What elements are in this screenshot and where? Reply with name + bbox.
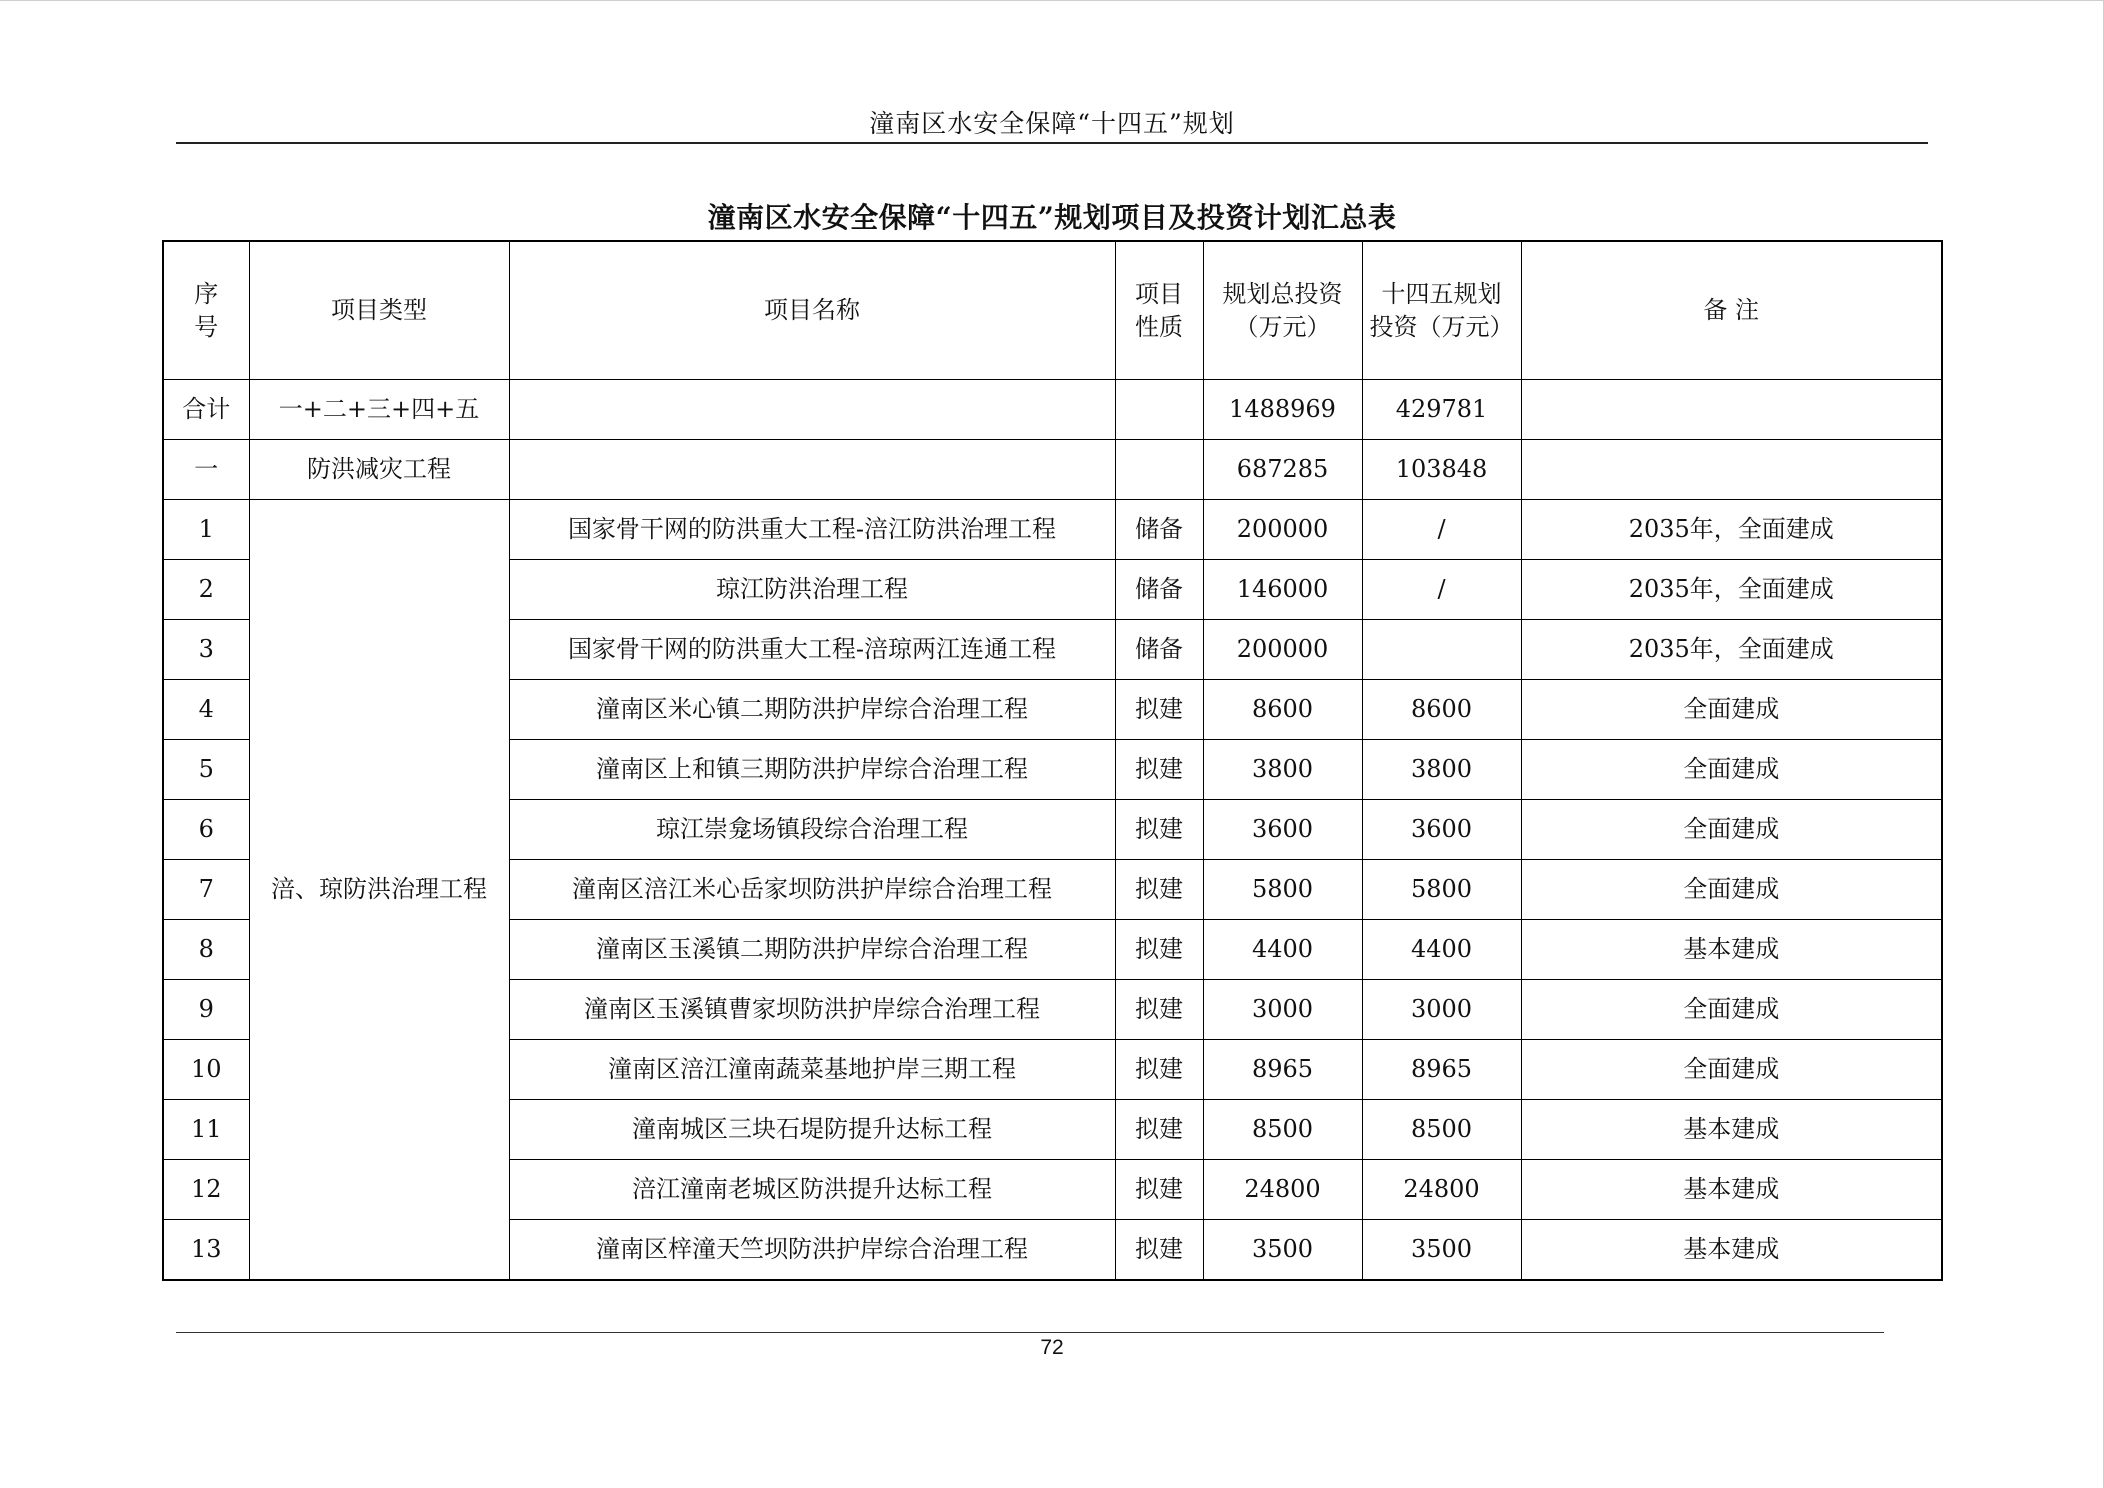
row-seq: 7 [163, 860, 249, 920]
row-project-name: 琼江崇龛场镇段综合治理工程 [509, 800, 1115, 860]
total-row-total-investment: 1488969 [1203, 380, 1362, 440]
column-header-total-line1: 规划总投资 [1222, 280, 1343, 309]
row-remark: 2035年，全面建成 [1521, 560, 1942, 620]
page-frame-top [0, 0, 2104, 1]
row-nature: 拟建 [1115, 740, 1203, 800]
row-project-name: 涪江潼南老城区防洪提升达标工程 [509, 1160, 1115, 1220]
column-header-remark: 备 注 [1521, 241, 1942, 380]
row-project-name: 国家骨干网的防洪重大工程-涪琼两江连通工程 [509, 620, 1115, 680]
column-header-seq-line1: 序 [194, 280, 219, 309]
row-remark: 全面建成 [1521, 740, 1942, 800]
row-remark: 全面建成 [1521, 1040, 1942, 1100]
row-remark: 基本建成 [1521, 1160, 1942, 1220]
row-plan145-investment: / [1362, 500, 1521, 560]
row-nature: 拟建 [1115, 800, 1203, 860]
section-row-nature [1115, 440, 1203, 500]
row-project-name: 国家骨干网的防洪重大工程-涪江防洪治理工程 [509, 500, 1115, 560]
total-row-name [509, 380, 1115, 440]
row-nature: 储备 [1115, 500, 1203, 560]
section-row-plan145-investment: 103848 [1362, 440, 1521, 500]
row-plan145-investment: 24800 [1362, 1160, 1521, 1220]
row-remark: 基本建成 [1521, 920, 1942, 980]
row-plan145-investment: 3600 [1362, 800, 1521, 860]
section-row-type: 防洪减灾工程 [249, 440, 509, 500]
row-plan145-investment: 8965 [1362, 1040, 1521, 1100]
row-project-name: 潼南区涪江潼南蔬菜基地护岸三期工程 [509, 1040, 1115, 1100]
row-seq: 12 [163, 1160, 249, 1220]
investment-summary-table [162, 240, 1943, 1281]
header-row [163, 241, 1942, 380]
column-header-total-investment [1203, 241, 1362, 380]
row-project-name: 潼南区玉溪镇二期防洪护岸综合治理工程 [509, 920, 1115, 980]
section-row-name [509, 440, 1115, 500]
row-nature: 储备 [1115, 620, 1203, 680]
row-plan145-investment: 3800 [1362, 740, 1521, 800]
row-plan145-investment: / [1362, 560, 1521, 620]
total-row-remark [1521, 380, 1942, 440]
row-project-name: 潼南区上和镇三期防洪护岸综合治理工程 [509, 740, 1115, 800]
row-nature: 拟建 [1115, 1040, 1203, 1100]
row-seq: 2 [163, 560, 249, 620]
row-plan145-investment [1362, 620, 1521, 680]
total-row-nature [1115, 380, 1203, 440]
row-remark: 全面建成 [1521, 680, 1942, 740]
row-project-name: 潼南区涪江米心岳家坝防洪护岸综合治理工程 [509, 860, 1115, 920]
row-nature: 拟建 [1115, 920, 1203, 980]
row-plan145-investment: 3500 [1362, 1220, 1521, 1280]
row-seq: 11 [163, 1100, 249, 1160]
row-plan145-investment: 8500 [1362, 1100, 1521, 1160]
row-plan145-investment: 8600 [1362, 680, 1521, 740]
row-total-investment: 4400 [1203, 920, 1362, 980]
total-row-seq: 合计 [163, 380, 249, 440]
row-plan145-investment: 3000 [1362, 980, 1521, 1040]
row-total-investment: 146000 [1203, 560, 1362, 620]
group-project-type: 涪、琼防洪治理工程 [249, 500, 509, 1280]
row-seq: 4 [163, 680, 249, 740]
row-remark: 全面建成 [1521, 860, 1942, 920]
row-plan145-investment: 4400 [1362, 920, 1521, 980]
column-header-total-line2: （万元） [1234, 312, 1331, 341]
row-nature: 拟建 [1115, 860, 1203, 920]
section-row-total-investment: 687285 [1203, 440, 1362, 500]
row-total-investment: 8600 [1203, 680, 1362, 740]
column-header-seq [163, 241, 249, 380]
row-seq: 8 [163, 920, 249, 980]
row-nature: 拟建 [1115, 1220, 1203, 1280]
row-remark: 全面建成 [1521, 800, 1942, 860]
row-total-investment: 3800 [1203, 740, 1362, 800]
total-row-type: 一+二+三+四+五 [249, 380, 509, 440]
column-header-plan145-investment [1362, 241, 1521, 380]
row-total-investment: 3500 [1203, 1220, 1362, 1280]
running-header: 潼南区水安全保障“十四五”规划 [869, 109, 1235, 138]
row-total-investment: 24800 [1203, 1160, 1362, 1220]
row-remark: 基本建成 [1521, 1220, 1942, 1280]
row-total-investment: 200000 [1203, 620, 1362, 680]
row-seq: 5 [163, 740, 249, 800]
row-nature: 拟建 [1115, 680, 1203, 740]
column-header-name: 项目名称 [509, 241, 1115, 380]
row-project-name: 潼南城区三块石堤防提升达标工程 [509, 1100, 1115, 1160]
table-title: 潼南区水安全保障“十四五”规划项目及投资计划汇总表 [707, 201, 1397, 234]
column-header-nature-line1: 项目 [1135, 280, 1183, 309]
row-total-investment: 3000 [1203, 980, 1362, 1040]
page-number: 72 [1040, 1336, 1064, 1359]
row-seq: 1 [163, 500, 249, 560]
column-header-type: 项目类型 [249, 241, 509, 380]
total-row-plan145-investment: 429781 [1362, 380, 1521, 440]
row-seq: 6 [163, 800, 249, 860]
column-header-nature [1115, 241, 1203, 380]
row-total-investment: 8965 [1203, 1040, 1362, 1100]
row-remark: 全面建成 [1521, 980, 1942, 1040]
column-header-plan145-line1: 十四五规划 [1381, 280, 1502, 309]
row-plan145-investment: 5800 [1362, 860, 1521, 920]
row-project-name: 潼南区梓潼天竺坝防洪护岸综合治理工程 [509, 1220, 1115, 1280]
footer-rule [176, 1332, 1884, 1333]
row-seq: 13 [163, 1220, 249, 1280]
header-rule [176, 142, 1928, 144]
row-project-name: 琼江防洪治理工程 [509, 560, 1115, 620]
column-header-nature-line2: 性质 [1135, 312, 1183, 341]
row-remark: 2035年，全面建成 [1521, 620, 1942, 680]
row-total-investment: 3600 [1203, 800, 1362, 860]
row-nature: 拟建 [1115, 1100, 1203, 1160]
row-total-investment: 5800 [1203, 860, 1362, 920]
row-remark: 基本建成 [1521, 1100, 1942, 1160]
section-row-seq: 一 [163, 440, 249, 500]
row-seq: 9 [163, 980, 249, 1040]
row-nature: 拟建 [1115, 980, 1203, 1040]
row-nature: 拟建 [1115, 1160, 1203, 1220]
row-project-name: 潼南区米心镇二期防洪护岸综合治理工程 [509, 680, 1115, 740]
row-seq: 10 [163, 1040, 249, 1100]
section-row-remark [1521, 440, 1942, 500]
row-nature: 储备 [1115, 560, 1203, 620]
column-header-plan145-line2: 投资（万元） [1369, 312, 1514, 341]
row-project-name: 潼南区玉溪镇曹家坝防洪护岸综合治理工程 [509, 980, 1115, 1040]
table-row [163, 500, 1942, 560]
row-total-investment: 8500 [1203, 1100, 1362, 1160]
total-row [163, 380, 1942, 440]
row-remark: 2035年，全面建成 [1521, 500, 1942, 560]
row-seq: 3 [163, 620, 249, 680]
section-row [163, 440, 1942, 500]
row-total-investment: 200000 [1203, 500, 1362, 560]
column-header-seq-line2: 号 [194, 312, 219, 341]
